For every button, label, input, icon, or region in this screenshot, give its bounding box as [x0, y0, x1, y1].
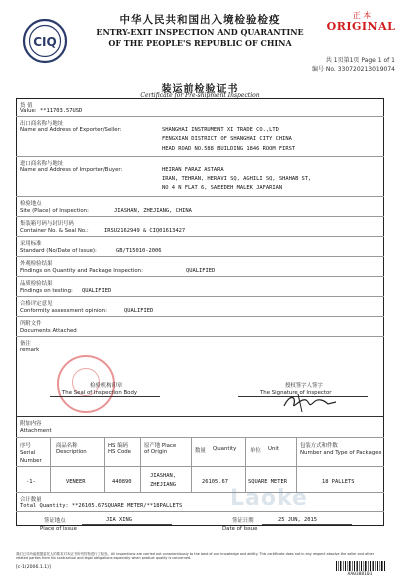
table-cell-unit: SQUARE METER [248, 479, 287, 485]
table-header-quantity-cn: 数量 [195, 448, 206, 454]
table-header-packages-cn: 包装方式和件数 [300, 443, 338, 449]
divider [16, 492, 384, 493]
attachment-label-cn: 附加内容 [20, 421, 42, 427]
findings-test-label-cn: 品质检验结果 [20, 281, 53, 287]
importer-label: Name and Address of Importer/Buyer: [20, 167, 123, 173]
divider [16, 416, 384, 417]
findings-test-label: Findings on testing: [20, 288, 73, 294]
table-col-divider [296, 437, 297, 492]
certificate-title-en: Certificate for Pre-shipment Inspection [140, 92, 260, 99]
table-header-origin: of Origin [144, 449, 168, 455]
table-header-serial: Serial Number [20, 450, 42, 464]
date-of-issue-label: Date of Issue [222, 526, 258, 532]
remark-label-cn: 备注 [20, 341, 31, 347]
header-en-title-1: ENTRY-EXIT INSPECTION AND QUARANTINE [96, 27, 304, 37]
table-header-hs: HS Code [108, 449, 131, 455]
table-header-origin-cn: 原产地 Place [144, 443, 177, 449]
signature-label-cn: 授权签字人签字 [285, 383, 323, 389]
header-en-title-2: OF THE PEOPLE'S REPUBLIC OF CHINA [108, 38, 292, 48]
table-col-divider [104, 437, 105, 492]
total-label-cn: 合计数量 [20, 497, 42, 503]
form-reference: [c-1(2006.1.1)] [16, 565, 51, 570]
table-header-packages: Number and Type of Packages [300, 450, 382, 456]
divider [16, 316, 384, 317]
docs-label-cn: 所附文件 [20, 321, 42, 327]
container-label-cn: 集装箱号码与封识号码 [20, 221, 74, 227]
seal-label: The Seal of Inspection Body [62, 390, 138, 396]
total-quantity: Total Quantity: **26105.67SQUARE METER/**18PALLETS [20, 503, 183, 509]
container-label: Container No. & Seal No.: [20, 228, 89, 234]
attachment-label: Attachment [20, 428, 52, 434]
site-label-cn: 检验地点 [20, 201, 42, 207]
table-col-divider [245, 437, 246, 492]
table-col-divider [140, 437, 141, 492]
table-header-description: Description [56, 449, 87, 455]
divider [16, 276, 384, 277]
original-cn-label: 正 本 [352, 11, 372, 20]
table-cell-origin-1: JIASHAN, [150, 473, 176, 479]
findings-qty-label-cn: 外观检验结果 [20, 261, 53, 267]
barcode [336, 561, 386, 571]
inspector-signature [280, 388, 340, 414]
ciq-emblem-icon [22, 18, 68, 64]
remark-label: remark [20, 347, 40, 353]
standard-label-cn: 采用标准 [20, 241, 42, 247]
date-of-issue-label-cn: 签证日期 [232, 518, 254, 524]
importer-line-1: HEIRAN FARAZ ASTARA [162, 167, 224, 173]
findings-qty-value: QUALIFIED [186, 268, 216, 274]
place-of-issue-line [82, 524, 172, 525]
svg-text:CIQ: CIQ [33, 35, 57, 49]
inspection-site: JIASHAN, ZHEJIANG, CHINA [114, 208, 192, 214]
table-header-hs-cn: HS 编码 [108, 443, 128, 449]
exporter-line-2: FENGXIAN DISTRICT OF SHANGHAI CITY CHINA [162, 136, 292, 142]
table-header-quantity: Quantity [213, 446, 237, 452]
seal-label-cn: 检验机构印章 [90, 383, 123, 389]
certificate-title-cn: 装运前检验证书 [161, 84, 239, 95]
exporter-label-cn: 出口商名称与地址 [20, 121, 64, 127]
importer-line-2: IRAN, TEHRAN, HERAVI SQ, AGHILI SQ, SHAHAB ST, [162, 176, 312, 182]
seal-line [50, 396, 160, 397]
place-of-issue-label-cn: 签证地点 [44, 518, 66, 524]
table-header-unit-cn: 单位 [250, 448, 261, 454]
watermark: Laoke [230, 486, 308, 511]
table-cell-packages: 18 PALLETS [322, 479, 355, 485]
divider [16, 196, 384, 197]
divider [16, 511, 384, 512]
value-label: Value: [20, 108, 37, 114]
importer-line-3: NO 4 N FLAT 6, SAEEDEH MALEK JAFARIAN [162, 185, 283, 191]
standard-value: GB/T15010-2006 [116, 248, 162, 254]
divider [16, 336, 384, 337]
table-col-divider [191, 437, 192, 492]
docs-label: Documents Attached [20, 328, 77, 334]
site-label: Site (Place) of Inspection: [20, 208, 89, 214]
page-info: 共 1页第1页 Page 1 of 1 [325, 57, 395, 64]
divider [16, 236, 384, 237]
divider [16, 296, 384, 297]
conformity-label: Conformity assessment opinion: [20, 308, 107, 314]
signature-label: The Signature of Inspector [260, 390, 332, 396]
table-cell-origin-2: ZHEJIANG [150, 482, 176, 488]
divider [16, 156, 384, 157]
exporter-line-1: SHANGHAI INSTRUMENT XI TRADE CO.,LTD [162, 127, 279, 133]
date-of-issue-line [262, 524, 352, 525]
date-of-issue: 25 JUN, 2015 [278, 517, 317, 523]
original-label: ORIGINAL [326, 20, 396, 33]
barcode-number: AA0388101 [347, 572, 373, 577]
exporter-label: Name and Address of Exporter/Seller: [20, 127, 122, 133]
table-cell-quantity: 26105.67 [202, 479, 228, 485]
table-cell-hs: 440890 [112, 479, 132, 485]
table-cell-serial: -1- [26, 479, 36, 485]
divider [16, 466, 384, 467]
certificate-number: 编号 No. 330720213019074 [311, 66, 395, 73]
table-header-unit: Unit [268, 446, 279, 452]
findings-qty-label: Findings on Quantity and Package Inspection: [20, 268, 143, 274]
value-label-cn: 货 值 [20, 103, 33, 109]
divider [16, 256, 384, 257]
divider [16, 216, 384, 217]
table-header-serial-cn: 序号 [20, 443, 31, 449]
standard-label: Standard (No/Date of Issue): [20, 248, 97, 254]
container-seal-no: IRSU2162949 & CIQ01613427 [104, 228, 186, 234]
table-col-divider [50, 437, 51, 492]
conformity-value: QUALIFIED [124, 308, 154, 314]
table-header-description-cn: 商品名称 [56, 443, 78, 449]
table-cell-description: VENEER [66, 479, 86, 485]
conformity-label-cn: 合格评定意见 [20, 301, 53, 307]
findings-test-value: QUALIFIED [82, 288, 112, 294]
exporter-line-3: HEAD ROAD NO.588 BUILDING 1846 ROOM FIRST [162, 146, 296, 152]
header-cn-title: 中华人民共和国出入境检验检疫 [119, 14, 281, 26]
divider [16, 116, 384, 117]
importer-label-cn: 进口商名称与地址 [20, 161, 64, 167]
place-of-issue-label: Place of Issue [40, 526, 77, 532]
value-amount: **11703.57USD [40, 108, 83, 114]
place-of-issue: JIA XING [106, 517, 132, 523]
divider [16, 437, 384, 438]
footer-disclaimer: 我们已尽所能根据委托人的要求对本证书所列货物进行了检验。All inspections are carried out conscientiously to the best of our knowledge and ability. This certificate does not in any respect absolve the seller and other related parties from his contractual and legal obligations especially when product quality is concerned. [16, 552, 375, 560]
